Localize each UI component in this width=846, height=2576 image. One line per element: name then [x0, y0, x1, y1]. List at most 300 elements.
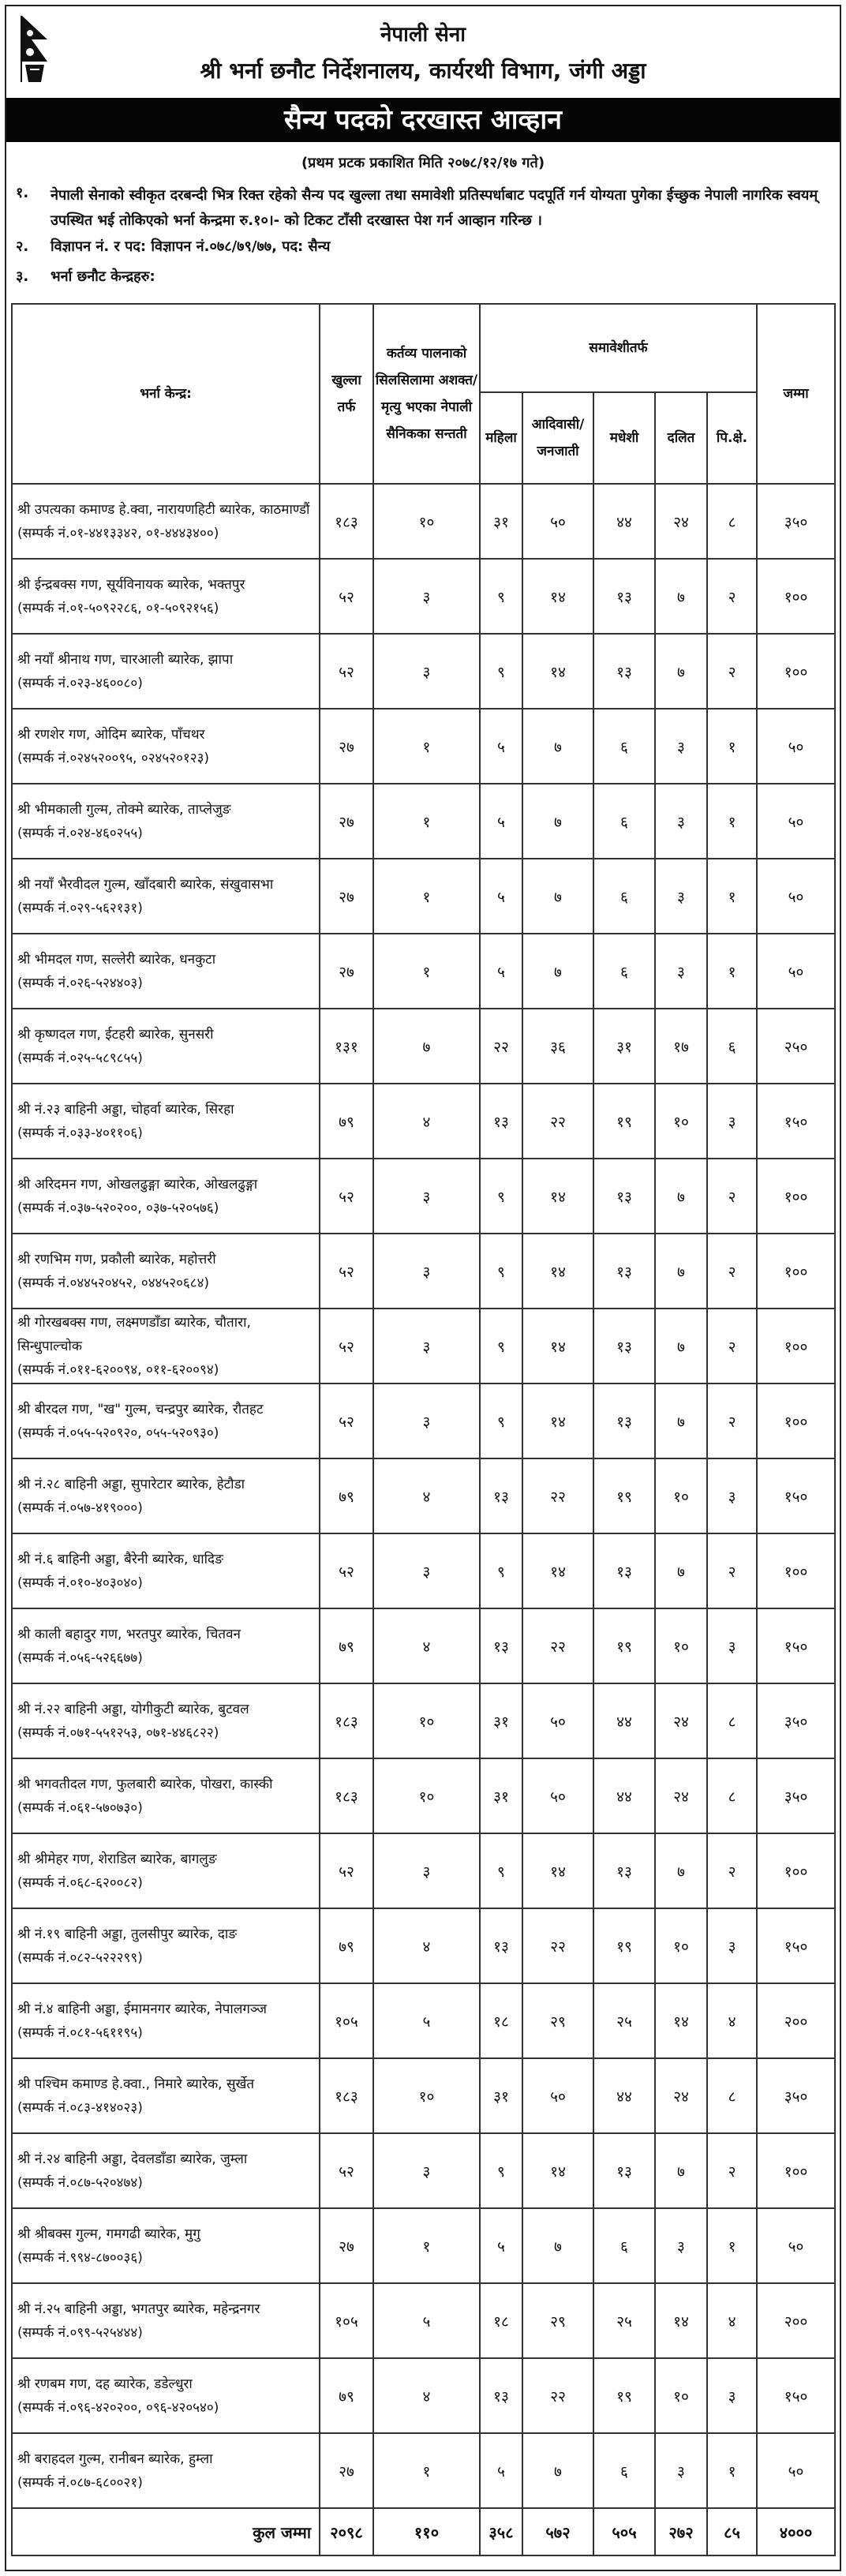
center-name: श्री बराहदल गुल्म, रानीबन ब्यारेक, हुम्ला — [17, 2451, 213, 2467]
table-row — [12, 1309, 835, 1383]
table-row — [12, 1833, 835, 1908]
cell-backward: २ — [707, 1159, 757, 1234]
center-cell — [12, 2058, 320, 2133]
cell-adivasi: २२ — [522, 1608, 593, 1683]
center-cell — [12, 2283, 320, 2358]
center-contact: (सम्पर्क नं.०४४५२०४५२, ०४४५२०६८४) — [17, 1275, 210, 1291]
center-cell — [12, 1084, 320, 1159]
cell-adivasi: ५० — [522, 484, 593, 559]
cell-dalit: ३ — [655, 2208, 707, 2283]
center-contact: (सम्पर्क नं.०१-४४१३३४२, ०१-४४४३४००) — [17, 525, 219, 541]
cell-women: १३ — [480, 2358, 522, 2433]
cell-backward: ३ — [707, 2358, 757, 2433]
center-cell — [12, 2133, 320, 2208]
center-name: श्री नं.६ बाहिनी अड्डा, बैरेनी ब्यारेक, धादिङ — [17, 1551, 223, 1567]
cell-total: १५० — [757, 1458, 835, 1533]
cell-women: ३१ — [480, 2058, 522, 2133]
center-name: श्री रणभिम गण, प्रकौली ब्यारेक, महोत्तरी — [17, 1251, 216, 1267]
cell-open: ५२ — [320, 2133, 373, 2208]
total-dalit: २७२ — [655, 2508, 707, 2555]
total-women: ३५८ — [480, 2508, 522, 2555]
cell-women: ९ — [480, 1383, 522, 1458]
cell-backward: ३ — [707, 1458, 757, 1533]
cell-madhesi: ६ — [593, 2433, 655, 2508]
header-madhesi: मधेशी — [593, 392, 655, 484]
table-row — [12, 2133, 835, 2208]
center-cell — [12, 1833, 320, 1908]
cell-total: २०० — [757, 1983, 835, 2058]
total-madhesi: ५०५ — [593, 2508, 655, 2555]
cell-women: ५ — [480, 859, 522, 934]
center-name: श्री नयाँ श्रीनाथ गण, चारआली ब्यारेक, झापा — [17, 651, 234, 668]
cell-total: १०० — [757, 634, 835, 709]
center-name: श्री नं.२४ बाहिनी अड्डा, देवलडाँडा ब्यारेक, जुम्ला — [17, 2151, 248, 2167]
center-cell — [12, 484, 320, 559]
cell-martyr: ५ — [373, 2283, 480, 2358]
cell-open: १८३ — [320, 1683, 373, 1758]
table-row — [12, 2358, 835, 2433]
item-number-3: ३. — [16, 268, 29, 285]
cell-madhesi: ६ — [593, 2208, 655, 2283]
cell-martyr: १० — [373, 484, 480, 559]
cell-women: ९ — [480, 634, 522, 709]
center-contact: (सम्पर्क नं.०६१-५७०७३०) — [17, 1799, 143, 1816]
cell-martyr: ४ — [373, 1608, 480, 1683]
cell-adivasi: १४ — [522, 1159, 593, 1234]
cell-adivasi: १४ — [522, 1833, 593, 1908]
cell-adivasi: ५० — [522, 2058, 593, 2133]
cell-adivasi: १४ — [522, 1383, 593, 1458]
center-name: श्री श्रीमेहर गण, शेराडिल ब्यारेक, बागलुङ — [17, 1851, 217, 1867]
center-cell — [12, 784, 320, 859]
center-name: श्री उपत्यका कमाण्ड हे.क्वा, नारायणहिटी ब्यारेक, काठमाण्डौं — [17, 501, 310, 518]
center-contact: (सम्पर्क नं.०३३-४०११०६) — [17, 1125, 143, 1141]
cell-dalit: ७ — [655, 1833, 707, 1908]
cell-dalit: ७ — [655, 559, 707, 634]
cell-backward: २ — [707, 1383, 757, 1458]
cell-women: ९ — [480, 559, 522, 634]
center-name: श्री रणशेर गण, ओदिम ब्यारेक, पाँचथर — [17, 726, 205, 743]
center-name: श्री ईन्द्रबक्स गण, सूर्यविनायक ब्यारेक, भक्तपुर — [17, 576, 245, 593]
cell-martyr: ४ — [373, 1084, 480, 1159]
item-number-2: २. — [16, 238, 29, 255]
center-cell — [12, 2433, 320, 2508]
cell-backward: २ — [707, 1309, 757, 1383]
cell-open: २७ — [320, 934, 373, 1009]
cell-adivasi: ३६ — [522, 1009, 593, 1084]
cell-dalit: ७ — [655, 1383, 707, 1458]
cell-open: ७९ — [320, 1908, 373, 1983]
cell-dalit: ३ — [655, 784, 707, 859]
cell-madhesi: ६ — [593, 784, 655, 859]
cell-backward: ८ — [707, 1758, 757, 1833]
cell-open: १०५ — [320, 2283, 373, 2358]
cell-adivasi: ७ — [522, 934, 593, 1009]
cell-adivasi: १४ — [522, 1309, 593, 1383]
cell-women: ३१ — [480, 1758, 522, 1833]
cell-backward: १ — [707, 2433, 757, 2508]
cell-madhesi: १३ — [593, 1833, 655, 1908]
header-women: महिला — [480, 392, 522, 484]
cell-madhesi: ४४ — [593, 1683, 655, 1758]
cell-madhesi: १३ — [593, 2133, 655, 2208]
cell-madhesi: १३ — [593, 634, 655, 709]
cell-women: ३१ — [480, 484, 522, 559]
cell-women: १३ — [480, 1608, 522, 1683]
table-row — [12, 634, 835, 709]
cell-total: ३५० — [757, 484, 835, 559]
center-name: श्री कृष्णदल गण, ईटहरी ब्यारेक, सुनसरी — [17, 1026, 214, 1043]
cell-madhesi: १९ — [593, 2358, 655, 2433]
table-row — [12, 784, 835, 859]
center-cell — [12, 1383, 320, 1458]
cell-total: ३५० — [757, 2058, 835, 2133]
cell-martyr: १ — [373, 859, 480, 934]
cell-dalit: ३ — [655, 934, 707, 1009]
cell-women: ९ — [480, 1234, 522, 1309]
cell-open: ७९ — [320, 1608, 373, 1683]
total-open: २०९८ — [320, 2508, 373, 2555]
cell-madhesi: १९ — [593, 1608, 655, 1683]
header-dalit: दलित — [655, 392, 707, 484]
cell-backward: २ — [707, 634, 757, 709]
cell-adivasi: ७ — [522, 2208, 593, 2283]
center-contact: (सम्पर्क नं.०८२-५२२२९९) — [17, 1949, 143, 1966]
center-name: श्री पश्चिम कमाण्ड हे.क्वा., निमारे ब्यारेक, सुर्खेत — [17, 2076, 255, 2092]
cell-dalit: ७ — [655, 1234, 707, 1309]
cell-women: ९ — [480, 1309, 522, 1383]
header-recruitment-center: भर्ना केन्द्र: — [12, 304, 320, 484]
table-row — [12, 709, 835, 784]
cell-open: ७९ — [320, 1458, 373, 1533]
table-row — [12, 1159, 835, 1234]
cell-total: ३५० — [757, 1758, 835, 1833]
cell-backward: २ — [707, 1533, 757, 1608]
table-row — [12, 1608, 835, 1683]
cell-women: १८ — [480, 1983, 522, 2058]
cell-open: १३१ — [320, 1009, 373, 1084]
cell-backward: ८ — [707, 484, 757, 559]
center-cell — [12, 934, 320, 1009]
cell-dalit: ७ — [655, 1533, 707, 1608]
cell-backward: ३ — [707, 1608, 757, 1683]
cell-martyr: १ — [373, 934, 480, 1009]
cell-martyr: ७ — [373, 1009, 480, 1084]
cell-dalit: ३ — [655, 859, 707, 934]
center-name: श्री नं.२३ बाहिनी अड्डा, चोहर्वा ब्यारेक, सिरहा — [17, 1101, 234, 1118]
center-contact: (सम्पर्क नं.०११-६२००९४, ०११-६२००९४) — [17, 1361, 219, 1378]
center-cell — [12, 859, 320, 934]
cell-total: १५० — [757, 1608, 835, 1683]
cell-dalit: ७ — [655, 634, 707, 709]
table-row — [12, 2283, 835, 2358]
cell-backward: ८ — [707, 1683, 757, 1758]
cell-backward: २ — [707, 2133, 757, 2208]
cell-open: २७ — [320, 859, 373, 934]
table-row — [12, 1533, 835, 1608]
cell-adivasi: ७ — [522, 859, 593, 934]
cell-dalit: १० — [655, 2358, 707, 2433]
table-row — [12, 484, 835, 559]
cell-martyr: ४ — [373, 2358, 480, 2433]
cell-adivasi: १४ — [522, 634, 593, 709]
cell-martyr: ३ — [373, 1159, 480, 1234]
cell-madhesi: ६ — [593, 859, 655, 934]
cell-martyr: १० — [373, 2058, 480, 2133]
cell-open: १८३ — [320, 2058, 373, 2133]
cell-adivasi: १४ — [522, 1234, 593, 1309]
table-row — [12, 1983, 835, 2058]
center-cell — [12, 1234, 320, 1309]
cell-open: ५२ — [320, 1833, 373, 1908]
table-row — [12, 1458, 835, 1533]
notice-title-banner: सैन्य पदको दरखास्त आव्हान — [6, 98, 840, 142]
cell-total: १०० — [757, 1833, 835, 1908]
center-name: श्री नं.२२ बाहिनी अड्डा, योगीकुटी ब्यारेक, बुटवल — [17, 1701, 249, 1717]
center-cell — [12, 1458, 320, 1533]
header-martyr-descendants: कर्तव्य पालनाको सिलसिलामा अशक्त/मृत्यु भएका नेपाली सैनिकका सन्तती — [373, 304, 480, 484]
center-cell — [12, 1983, 320, 2058]
cell-madhesi: ४४ — [593, 1758, 655, 1833]
cell-martyr: ३ — [373, 1383, 480, 1458]
cell-martyr: ३ — [373, 559, 480, 634]
table-row — [12, 1383, 835, 1458]
cell-total: १०० — [757, 1533, 835, 1608]
cell-adivasi: २९ — [522, 2283, 593, 2358]
center-name: श्री नं.४ बाहिनी अड्डा, ईमामनगर ब्यारेक, नेपालगञ्ज — [17, 2001, 268, 2017]
cell-martyr: ३ — [373, 1833, 480, 1908]
cell-madhesi: १३ — [593, 559, 655, 634]
cell-open: ५२ — [320, 1383, 373, 1458]
table-row — [12, 1758, 835, 1833]
cell-open: ७९ — [320, 2358, 373, 2433]
cell-total: १०० — [757, 1383, 835, 1458]
cell-dalit: १४ — [655, 2283, 707, 2358]
cell-adivasi: १४ — [522, 559, 593, 634]
cell-martyr: १० — [373, 1683, 480, 1758]
center-cell — [12, 1533, 320, 1608]
cell-backward: ८ — [707, 2058, 757, 2133]
cell-madhesi: ४४ — [593, 484, 655, 559]
center-contact: (सम्पर्क नं.०१०-४०३०४०) — [17, 1574, 143, 1591]
center-cell — [12, 709, 320, 784]
cell-adivasi: ५० — [522, 1758, 593, 1833]
cell-backward: २ — [707, 1833, 757, 1908]
cell-martyr: १ — [373, 2433, 480, 2508]
cell-total: ५० — [757, 2433, 835, 2508]
center-contact: (सम्पर्क नं.०२६-५२४४०३) — [17, 975, 143, 991]
table-row — [12, 934, 835, 1009]
header-backward: पि.क्षे. — [707, 392, 757, 484]
header-open: खुल्ला तर्फ — [320, 304, 373, 484]
cell-madhesi: १३ — [593, 1159, 655, 1234]
cell-martyr: ५ — [373, 1983, 480, 2058]
cell-madhesi: २५ — [593, 1983, 655, 2058]
center-cell — [12, 634, 320, 709]
center-contact: (सम्पर्क नं.०२९-५६२१३१) — [17, 900, 143, 916]
cell-women: ५ — [480, 2208, 522, 2283]
total-backward: ८५ — [707, 2508, 757, 2555]
total-label: कुल जम्मा — [12, 2508, 320, 2555]
cell-madhesi: १९ — [593, 1908, 655, 1983]
cell-martyr: ४ — [373, 1458, 480, 1533]
cell-total: ३५० — [757, 1683, 835, 1758]
cell-total: १५० — [757, 2358, 835, 2433]
total-grand: ४००० — [757, 2508, 835, 2555]
cell-martyr: १ — [373, 784, 480, 859]
center-contact: (सम्पर्क नं.०९६-४२०२००, ०९६-४२०५४०) — [17, 2399, 219, 2416]
center-name: श्री अरिदमन गण, ओखलढुङ्गा ब्यारेक, ओखलढुङ्गा — [17, 1176, 258, 1193]
table-row — [12, 2208, 835, 2283]
cell-madhesi: ६ — [593, 934, 655, 1009]
cell-total: ५० — [757, 859, 835, 934]
center-name: श्री नं.२५ बाहिनी अड्डा, भगतपुर ब्यारेक, महेन्द्रनगर — [17, 2301, 260, 2317]
cell-adivasi: २२ — [522, 1908, 593, 1983]
cell-women: १३ — [480, 1084, 522, 1159]
center-contact: (सम्पर्क नं.०५५-५२०९२०, ०५५-५२०९३०) — [17, 1425, 219, 1441]
table-row — [12, 1683, 835, 1758]
cell-martyr: ३ — [373, 2133, 480, 2208]
cell-total: ५० — [757, 2208, 835, 2283]
cell-total: ५० — [757, 709, 835, 784]
cell-women: १३ — [480, 1458, 522, 1533]
cell-backward: २ — [707, 1234, 757, 1309]
cell-backward: १ — [707, 934, 757, 1009]
cell-total: १५० — [757, 1908, 835, 1983]
cell-dalit: २४ — [655, 1758, 707, 1833]
cell-open: ५२ — [320, 1234, 373, 1309]
table-row — [12, 2058, 835, 2133]
notice-paragraph-1: नेपाली सेनाको स्वीकृत दरबन्दी भित्र रिक्त रहेको सैन्य पद खुल्ला तथा समावेशी प्रतिस्पर्धाबाट पदपूर्ति गर्न योग्यता पुगेका ईच्छुक नेपाली नागरिक स्वयम् उपस्थित भई तोकिएको भर्ना केन्द्रमा रु.१०।- को टिकट टाँसी दरखास्त पेश गर्न आव्हान गरिन्छ । — [51, 187, 818, 229]
cell-dalit: ७ — [655, 1159, 707, 1234]
cell-martyr: ३ — [373, 1533, 480, 1608]
header-inclusive: समावेशीतर्फ — [480, 304, 757, 392]
cell-total: २०० — [757, 2283, 835, 2358]
cell-martyr: ३ — [373, 1234, 480, 1309]
cell-adivasi: ५० — [522, 1683, 593, 1758]
cell-dalit: १० — [655, 1908, 707, 1983]
cell-dalit: २४ — [655, 2058, 707, 2133]
header-total: जम्मा — [757, 304, 835, 484]
cell-total: १०० — [757, 1159, 835, 1234]
center-cell — [12, 1309, 320, 1383]
center-cell — [12, 559, 320, 634]
cell-open: १८३ — [320, 1758, 373, 1833]
center-cell — [12, 1908, 320, 1983]
cell-backward: ६ — [707, 1009, 757, 1084]
table-row — [12, 559, 835, 634]
center-contact: (सम्पर्क नं.०२३-४६००८०) — [17, 675, 143, 691]
cell-total: १०० — [757, 1234, 835, 1309]
cell-madhesi: १९ — [593, 1458, 655, 1533]
organization-name: नेपाली सेना — [380, 23, 466, 47]
center-contact: (सम्पर्क नं.०८३-४१४०२३) — [17, 2099, 143, 2116]
center-cell — [12, 1683, 320, 1758]
cell-madhesi: ३१ — [593, 1009, 655, 1084]
cell-dalit: १४ — [655, 1983, 707, 2058]
cell-dalit: १७ — [655, 1009, 707, 1084]
center-contact: (सम्पर्क नं.०५६-५२६६७७) — [17, 1649, 143, 1666]
cell-adivasi: २९ — [522, 1983, 593, 2058]
table-row — [12, 859, 835, 934]
cell-adivasi: २२ — [522, 1084, 593, 1159]
cell-open: २७ — [320, 709, 373, 784]
table-row — [12, 1084, 835, 1159]
cell-dalit: ३ — [655, 709, 707, 784]
cell-women: ५ — [480, 784, 522, 859]
total-adivasi: ५७२ — [522, 2508, 593, 2555]
center-contact: (सम्पर्क नं.०६८-६२००८२) — [17, 1874, 143, 1891]
cell-total: १०० — [757, 559, 835, 634]
cell-total: १५० — [757, 1084, 835, 1159]
center-name: श्री नं.१९ बाहिनी अड्डा, तुलसीपुर ब्यारेक, दाङ — [17, 1926, 238, 1942]
cell-open: ५२ — [320, 1309, 373, 1383]
cell-madhesi: १९ — [593, 1084, 655, 1159]
cell-dalit: १० — [655, 1084, 707, 1159]
center-name: श्री काली बहादुर गण, भरतपुर ब्यारेक, चितवन — [17, 1626, 241, 1642]
cell-open: ५२ — [320, 1533, 373, 1608]
cell-women: २२ — [480, 1009, 522, 1084]
cell-women: ५ — [480, 934, 522, 1009]
center-contact: (सम्पर्क नं.०७१-५५१२५३, ०७१-४४६८२२) — [17, 1724, 219, 1741]
notice-centers-heading: भर्ना छनौट केन्द्रहरु: — [51, 268, 155, 285]
header — [5, 5, 841, 92]
cell-open: १८३ — [320, 484, 373, 559]
center-cell — [12, 2358, 320, 2433]
center-name: श्री रणबम गण, दह ब्यारेक, डडेल्धुरा — [17, 2376, 193, 2392]
cell-dalit: १० — [655, 1458, 707, 1533]
center-name: श्री नयाँ भैरवीदल गुल्म, खाँदबारी ब्यारेक, संखुवासभा — [17, 876, 274, 893]
cell-adivasi: १४ — [522, 2133, 593, 2208]
center-contact: (सम्पर्क नं.०२५-५८९८५५) — [17, 1050, 143, 1066]
center-cell — [12, 1608, 320, 1683]
center-contact: (सम्पर्क नं.०९९-५२५४४४) — [17, 2324, 143, 2341]
cell-women: ५ — [480, 709, 522, 784]
center-contact: (सम्पर्क नं.०८७-५२०४७४) — [17, 2174, 143, 2191]
cell-madhesi: १३ — [593, 1309, 655, 1383]
center-name: श्री भगवतीदल गण, फुलबारी ब्यारेक, पोखरा, कास्की — [17, 1776, 273, 1792]
item-number-1: १. — [16, 185, 29, 201]
table-row — [12, 1009, 835, 1084]
cell-dalit: १० — [655, 1608, 707, 1683]
cell-madhesi: १३ — [593, 1234, 655, 1309]
cell-backward: १ — [707, 859, 757, 934]
cell-backward: ४ — [707, 1983, 757, 2058]
cell-women: ९ — [480, 1159, 522, 1234]
recruitment-centers-table — [11, 303, 836, 2556]
center-contact: (सम्पर्क नं.०३७-५२०२००, ०३७-५२०५७६) — [17, 1200, 219, 1216]
center-name: श्री नं.२८ बाहिनी अड्डा, सुपारेटार ब्यारेक, हेटौडा — [17, 1476, 245, 1492]
cell-women: १८ — [480, 2283, 522, 2358]
cell-open: ५२ — [320, 1159, 373, 1234]
cell-martyr: ३ — [373, 1309, 480, 1383]
cell-women: ३१ — [480, 1683, 522, 1758]
center-name: श्री भीमदल गण, सल्लेरी ब्यारेक, धनकुटा — [17, 951, 216, 968]
center-cell — [12, 1159, 320, 1234]
cell-dalit: ३ — [655, 2433, 707, 2508]
cell-backward: ३ — [707, 1908, 757, 1983]
cell-women: १३ — [480, 1908, 522, 1983]
cell-adivasi: १४ — [522, 1533, 593, 1608]
cell-dalit: ७ — [655, 2133, 707, 2208]
cell-open: ५२ — [320, 634, 373, 709]
center-contact: (सम्पर्क नं.०२४-४६०२५५) — [17, 825, 143, 841]
table-row — [12, 1234, 835, 1309]
center-name: श्री भीमकाली गुल्म, तोक्मे ब्यारेक, ताप्लेजुङ — [17, 801, 231, 818]
cell-martyr: १ — [373, 709, 480, 784]
cell-total: २५० — [757, 1009, 835, 1084]
table-row — [12, 1908, 835, 1983]
